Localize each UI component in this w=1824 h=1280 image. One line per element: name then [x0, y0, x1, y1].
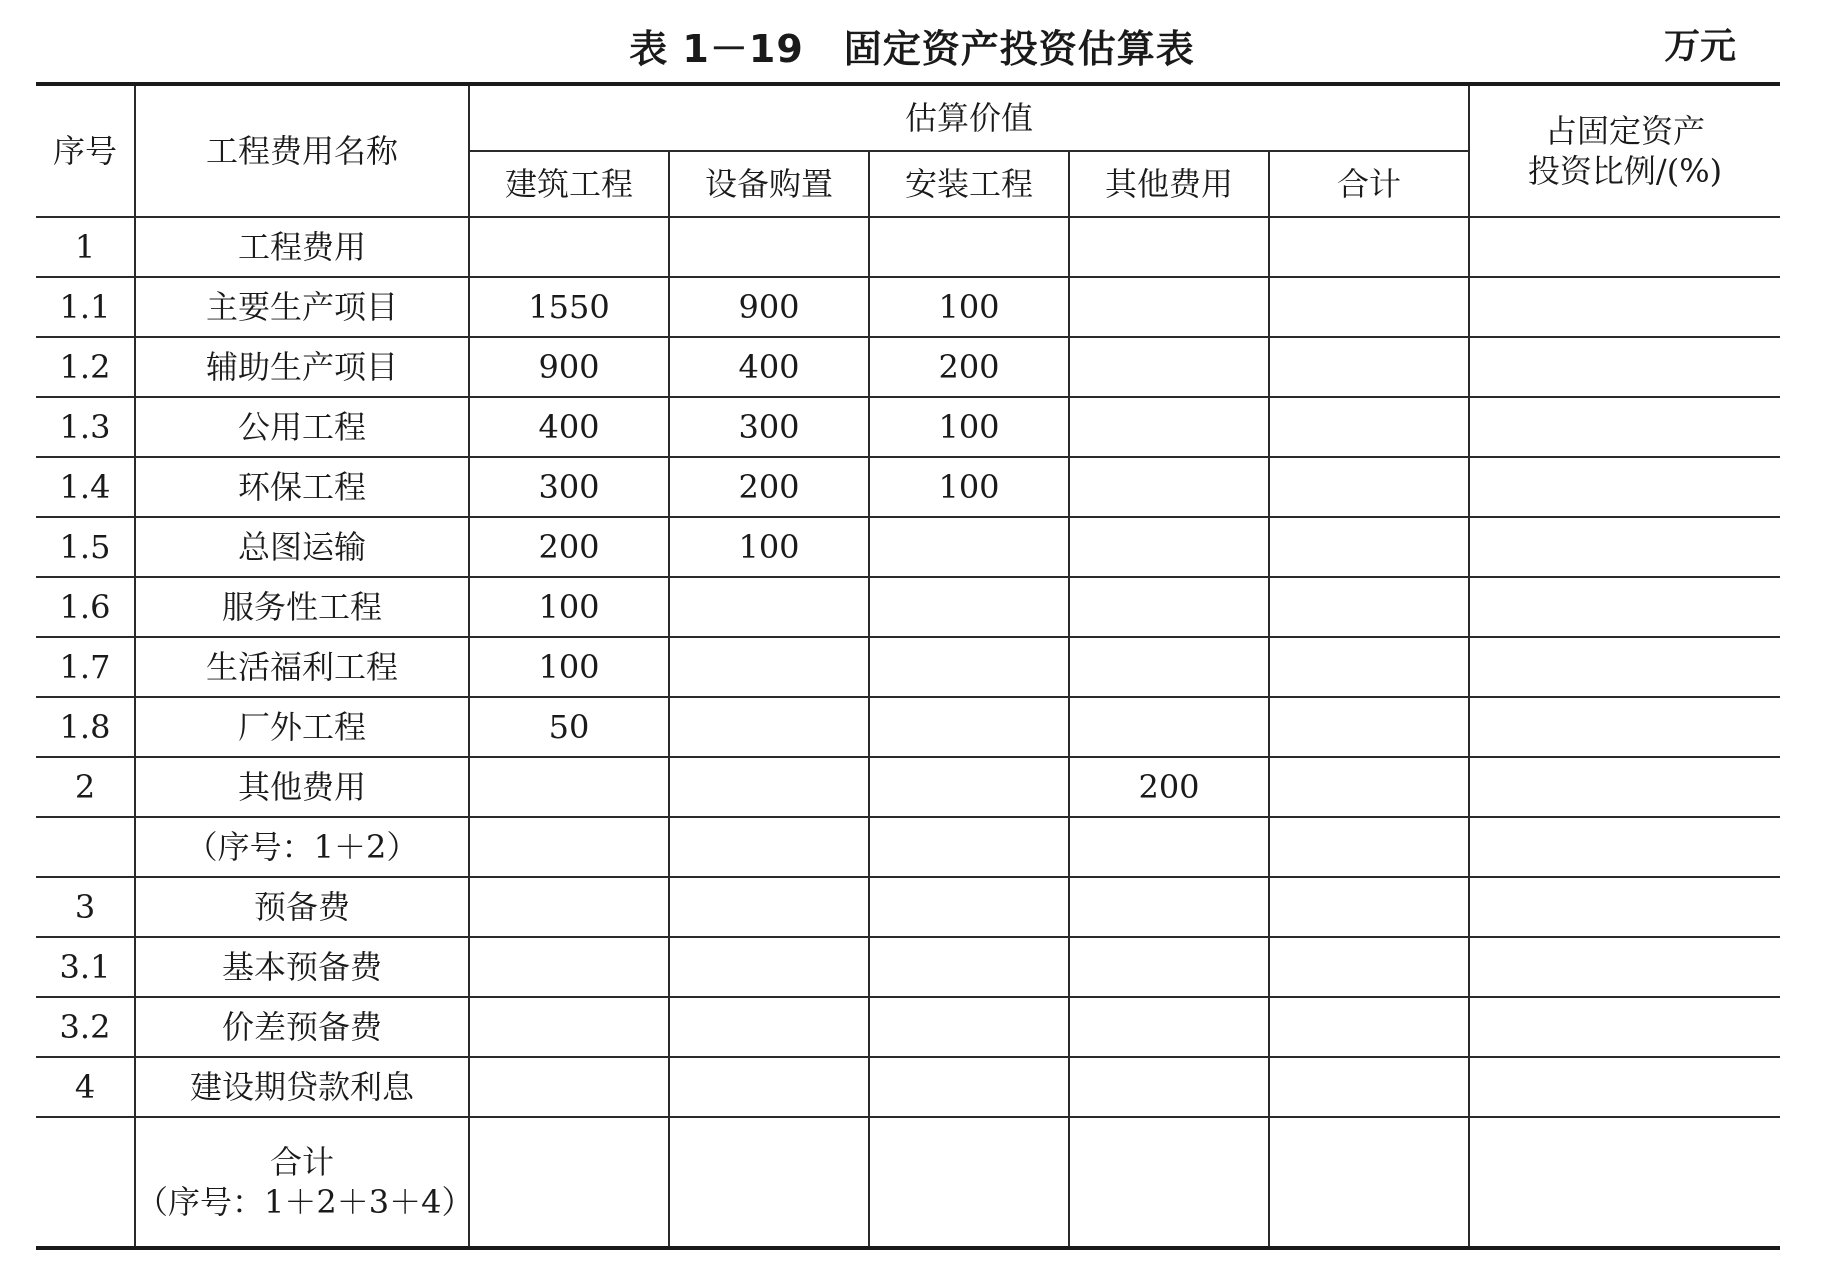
cell-ratio [1469, 457, 1780, 517]
header-building: 建筑工程 [469, 151, 669, 217]
cell-total [1269, 697, 1469, 757]
cell-total [1269, 817, 1469, 877]
cell-install: 100 [869, 457, 1069, 517]
table-row [36, 577, 1780, 637]
table-row [36, 277, 1780, 337]
cell-equipment [669, 757, 869, 817]
cell-ratio [1469, 1057, 1780, 1117]
table-name: 固定资产投资估算表 [843, 27, 1195, 71]
cell-install [869, 517, 1069, 577]
cell-building: 50 [469, 697, 669, 757]
cell-total [1269, 937, 1469, 997]
cell-ratio [1469, 337, 1780, 397]
cell-ratio [1469, 217, 1780, 277]
cell-name: 其他费用 [135, 757, 469, 817]
cell-equipment: 900 [669, 277, 869, 337]
cell-index: 2 [36, 757, 135, 817]
cell-total [1269, 757, 1469, 817]
cell-equipment: 100 [669, 517, 869, 577]
cell-index: 1.3 [36, 397, 135, 457]
header-ratio [1469, 84, 1780, 217]
cell-total [1269, 217, 1469, 277]
table-row [36, 877, 1780, 937]
cell-other [1069, 637, 1269, 697]
cell-index: 3 [36, 877, 135, 937]
header-equipment: 设备购置 [669, 151, 869, 217]
cell-index: 1.6 [36, 577, 135, 637]
cell-total [1269, 637, 1469, 697]
table-number: 表 1－19 [629, 27, 804, 71]
cell-install [869, 577, 1069, 637]
cell-building: 900 [469, 337, 669, 397]
cell-total [1269, 1057, 1469, 1117]
cell-equipment [669, 877, 869, 937]
cell-other [1069, 1117, 1269, 1248]
cell-index: 1.5 [36, 517, 135, 577]
cell-building [469, 997, 669, 1057]
table-row [36, 217, 1780, 277]
cell-total [1269, 517, 1469, 577]
cell-index [36, 1117, 135, 1248]
cell-equipment [669, 217, 869, 277]
cell-name: 基本预备费 [135, 937, 469, 997]
cell-equipment [669, 817, 869, 877]
table-row [36, 1057, 1780, 1117]
cell-building: 100 [469, 577, 669, 637]
cell-building [469, 1057, 669, 1117]
cell-other [1069, 217, 1269, 277]
cell-name: 建设期贷款利息 [135, 1057, 469, 1117]
cell-building [469, 817, 669, 877]
table-header [36, 84, 1780, 217]
cell-building: 200 [469, 517, 669, 577]
cell-name: 主要生产项目 [135, 277, 469, 337]
header-total: 合计 [1269, 151, 1469, 217]
cell-total [1269, 277, 1469, 337]
cell-index: 4 [36, 1057, 135, 1117]
cell-other [1069, 277, 1269, 337]
table-row [36, 937, 1780, 997]
cell-building [469, 757, 669, 817]
cell-name: 服务性工程 [135, 577, 469, 637]
cell-building [469, 217, 669, 277]
table-row-grand-total [36, 1117, 1780, 1248]
cell-equipment: 200 [669, 457, 869, 517]
cell-ratio [1469, 757, 1780, 817]
cell-name: 辅助生产项目 [135, 337, 469, 397]
cell-install [869, 1057, 1069, 1117]
cell-ratio [1469, 877, 1780, 937]
cell-building: 300 [469, 457, 669, 517]
cell-total [1269, 1117, 1469, 1248]
cell-name: 厂外工程 [135, 697, 469, 757]
cell-install [869, 757, 1069, 817]
cell-other [1069, 577, 1269, 637]
cell-install: 100 [869, 397, 1069, 457]
cell-building: 400 [469, 397, 669, 457]
cell-install [869, 817, 1069, 877]
cell-ratio [1469, 997, 1780, 1057]
cell-total [1269, 997, 1469, 1057]
table-row [36, 817, 1780, 877]
cell-other [1069, 817, 1269, 877]
header-other: 其他费用 [1069, 151, 1269, 217]
total-name-line2: （序号：1＋2＋3＋4） [136, 1183, 474, 1221]
cell-ratio [1469, 1117, 1780, 1248]
table-row [36, 517, 1780, 577]
cell-index: 1.7 [36, 637, 135, 697]
table-row [36, 397, 1780, 457]
header-install: 安装工程 [869, 151, 1069, 217]
cell-other [1069, 1057, 1269, 1117]
cell-other [1069, 457, 1269, 517]
cell-other [1069, 697, 1269, 757]
cell-ratio [1469, 577, 1780, 637]
cell-index: 1.4 [36, 457, 135, 517]
cell-other [1069, 937, 1269, 997]
investment-estimate-table [36, 82, 1780, 1250]
cell-equipment [669, 577, 869, 637]
cell-equipment [669, 637, 869, 697]
cell-install [869, 697, 1069, 757]
cell-equipment [669, 997, 869, 1057]
header-ratio-line2: 投资比例/(%) [1527, 152, 1723, 190]
table-row [36, 997, 1780, 1057]
cell-total [1269, 877, 1469, 937]
cell-building [469, 937, 669, 997]
cell-name: 公用工程 [135, 397, 469, 457]
cell-install [869, 637, 1069, 697]
cell-ratio [1469, 817, 1780, 877]
table-row [36, 697, 1780, 757]
cell-building: 1550 [469, 277, 669, 337]
unit-label: 万元 [1663, 26, 1736, 67]
cell-name: （序号：1＋2） [135, 817, 469, 877]
cell-name [135, 1117, 474, 1248]
cell-total [1269, 457, 1469, 517]
cell-index: 1.2 [36, 337, 135, 397]
cell-equipment: 300 [669, 397, 869, 457]
cell-other [1069, 337, 1269, 397]
table-row [36, 757, 1780, 817]
cell-other [1069, 997, 1269, 1057]
total-name-line1: 合计 [269, 1143, 334, 1181]
cell-total [1269, 577, 1469, 637]
cell-install [869, 997, 1069, 1057]
table-row [36, 637, 1780, 697]
cell-install: 200 [869, 337, 1069, 397]
header-index: 序号 [36, 84, 135, 217]
cell-total [1269, 397, 1469, 457]
cell-install: 100 [869, 277, 1069, 337]
cell-name: 价差预备费 [135, 997, 469, 1057]
table-title [0, 18, 1824, 73]
cell-equipment [669, 1117, 869, 1248]
cell-building [469, 1117, 669, 1248]
cell-ratio [1469, 697, 1780, 757]
header-name: 工程费用名称 [135, 84, 469, 217]
table-body [36, 217, 1780, 1248]
table-row [36, 457, 1780, 517]
cell-index: 3.2 [36, 997, 135, 1057]
cell-ratio [1469, 937, 1780, 997]
cell-equipment [669, 1057, 869, 1117]
cell-index: 1.8 [36, 697, 135, 757]
cell-install [869, 1117, 1069, 1248]
cell-install [869, 937, 1069, 997]
cell-name: 环保工程 [135, 457, 469, 517]
cell-ratio [1469, 637, 1780, 697]
cell-name: 工程费用 [135, 217, 469, 277]
header-ratio-line1: 占固定资产 [1545, 112, 1706, 150]
cell-index: 1.1 [36, 277, 135, 337]
cell-name: 总图运输 [135, 517, 469, 577]
cell-equipment [669, 697, 869, 757]
cell-other [1069, 397, 1269, 457]
cell-ratio [1469, 277, 1780, 337]
cell-building [469, 877, 669, 937]
cell-total [1269, 337, 1469, 397]
cell-other [1069, 517, 1269, 577]
cell-install [869, 877, 1069, 937]
cell-equipment: 400 [669, 337, 869, 397]
cell-ratio [1469, 397, 1780, 457]
cell-building: 100 [469, 637, 669, 697]
cell-name: 生活福利工程 [135, 637, 469, 697]
cell-name: 预备费 [135, 877, 469, 937]
cell-other: 200 [1069, 757, 1269, 817]
cell-equipment [669, 937, 869, 997]
cell-ratio [1469, 517, 1780, 577]
header-estimate: 估算价值 [469, 84, 1469, 151]
cell-index: 1 [36, 217, 135, 277]
cell-install [869, 217, 1069, 277]
cell-other [1069, 877, 1269, 937]
table-row [36, 337, 1780, 397]
cell-index: 3.1 [36, 937, 135, 997]
cell-index [36, 817, 135, 877]
